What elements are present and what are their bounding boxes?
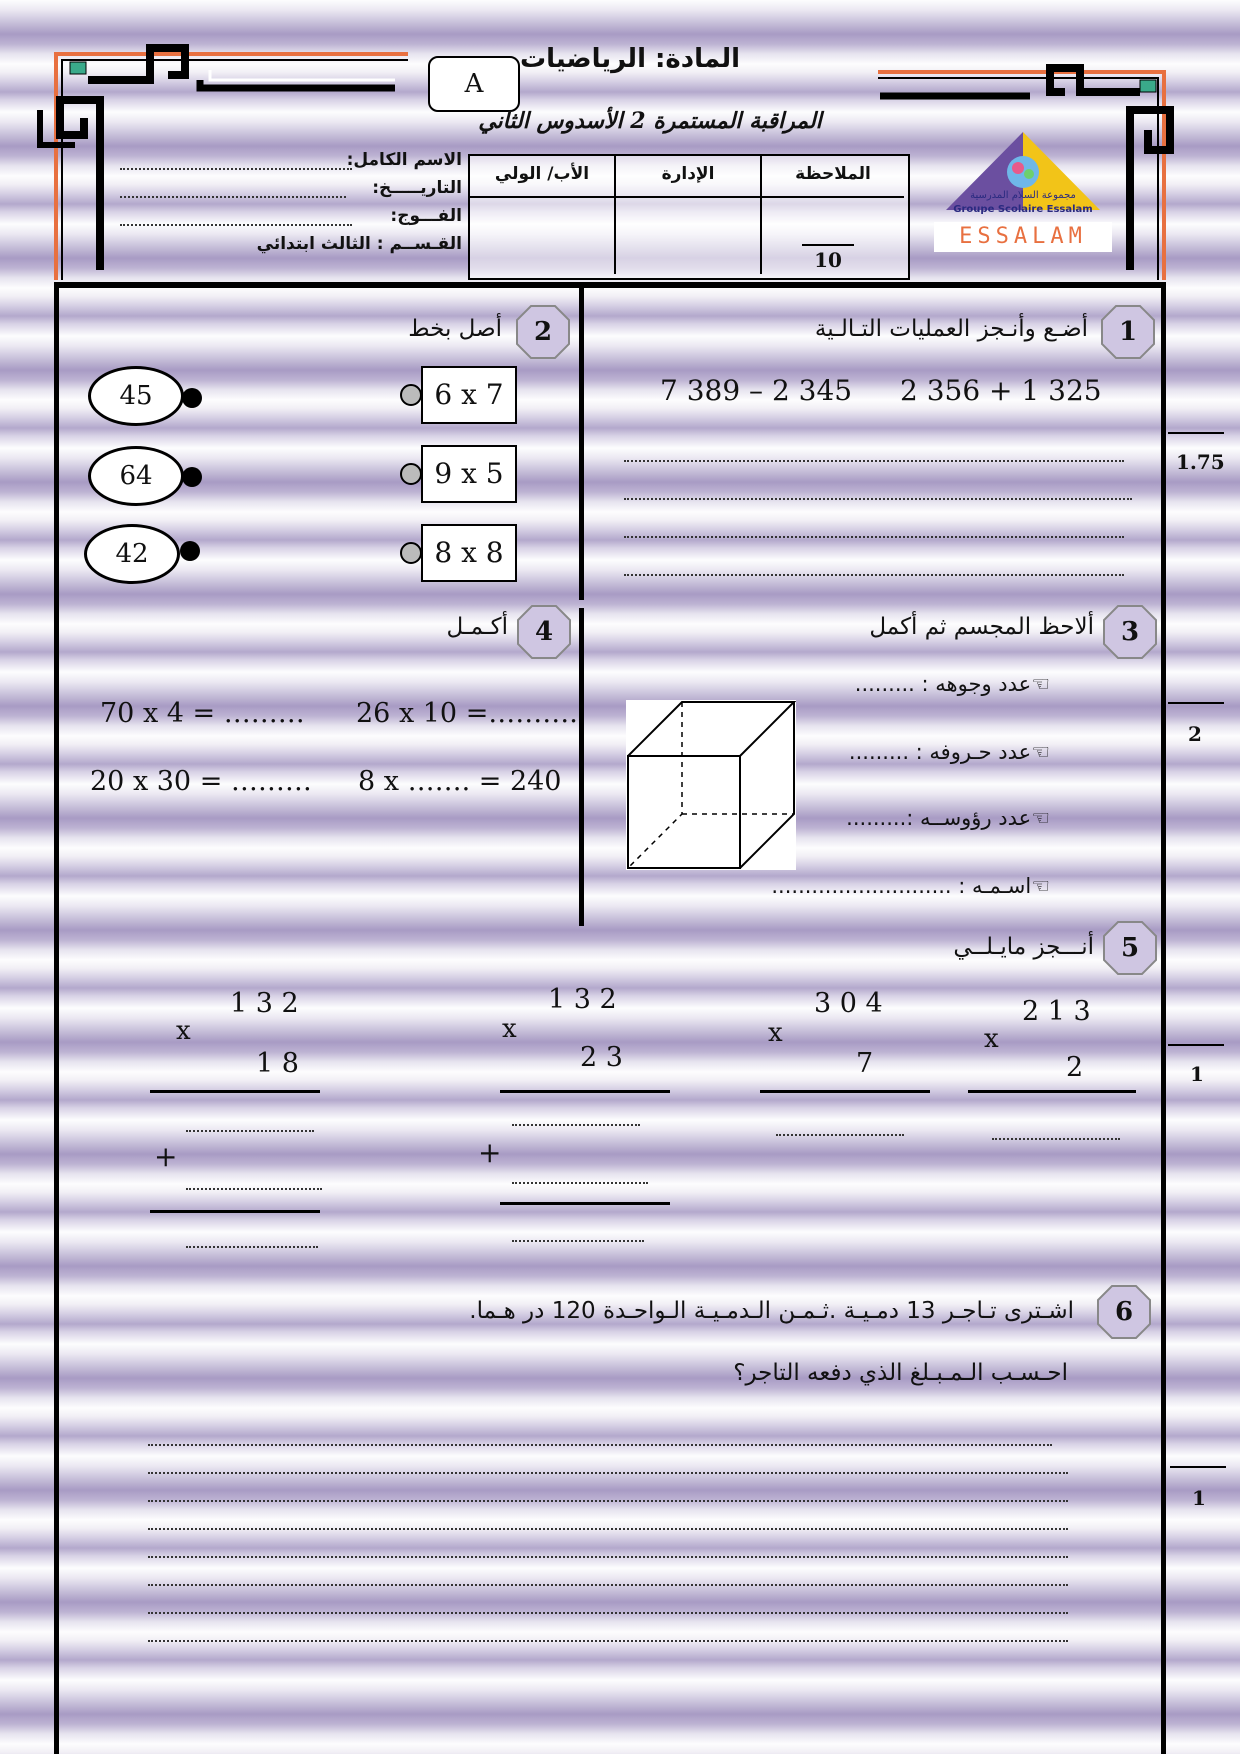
ex2-left-item: 6 x 7 (421, 366, 517, 424)
ex6-answer-line-2[interactable] (148, 1472, 1068, 1474)
col-admin: الإدارة (661, 164, 715, 184)
col-note: الملاحظة (795, 164, 871, 184)
ex1-answer-line-4[interactable] (624, 574, 1124, 576)
ex2-right-item: 45 (88, 366, 184, 426)
score-ex5: 1 (1190, 1062, 1204, 1086)
subject-title: المادة: الرياضيات (519, 44, 740, 74)
max-score: 10 (814, 248, 842, 272)
score-line-ex6 (1170, 1466, 1226, 1468)
ex3-edges: ☜عدد حـروفه : ......... (848, 740, 1050, 764)
logo-brand: ESSALAM (934, 222, 1112, 252)
score-ex3: 2 (1188, 722, 1202, 746)
right-border (1161, 282, 1166, 1754)
header-divider (54, 282, 1166, 288)
ex5-op3-top: 1 3 2 (548, 984, 617, 1015)
ex5-number-badge: 5 (1102, 920, 1158, 976)
ex5-op4-answer-1[interactable] (186, 1130, 314, 1132)
ex6-problem: اشـترى تـاجـر 13 دمـيـة .ثـمـن الـدمـيـة الـواحـدة 120 در هـما. (469, 1298, 1074, 1324)
ex5-op3-plus: + (478, 1136, 502, 1169)
logo-text-ar: مجموعة السلام المدرسية (970, 190, 1076, 201)
ex5-op1-top: 2 1 3 (1022, 996, 1091, 1027)
group-field[interactable] (120, 224, 352, 226)
ex3-title: ألاحظ المجسم ثم أكمل (869, 614, 1094, 640)
ex3-faces: ☜عدد وجوهه : ......... (854, 672, 1050, 696)
ex1-answer-line-2[interactable] (624, 498, 1132, 500)
version-letter: A (464, 69, 484, 99)
ex6-answer-line-4[interactable] (148, 1528, 1068, 1530)
ex5-op2-rule (760, 1090, 930, 1093)
ex5-op1-answer[interactable] (992, 1138, 1120, 1140)
ex2-connector-left[interactable] (400, 384, 422, 406)
ex1-number-badge: 1 (1100, 304, 1156, 360)
ex2-connector-right[interactable] (180, 541, 200, 561)
logo-text-fr: Groupe Scolaire Essalam (953, 204, 1093, 215)
ex5-op3-bottom: 2 3 (580, 1042, 623, 1073)
name-field[interactable] (120, 168, 352, 170)
ex6-number-badge: 6 (1096, 1284, 1152, 1340)
col-parent: الأب/ الولي (494, 164, 590, 184)
ex2-right-item: 42 (84, 524, 180, 584)
ex3-vertices: ☜عدد رؤوســه :......... (846, 806, 1050, 830)
ex5-op1-sign: x (984, 1024, 999, 1054)
school-logo (934, 128, 1112, 254)
ex3-name: ☜اسـمـه : ........................... (771, 874, 1050, 898)
ex2-connector-right[interactable] (182, 388, 202, 408)
ex4-number-badge: 4 (516, 604, 572, 660)
date-field[interactable] (120, 196, 346, 198)
ex4-title: أكـمـل (446, 614, 508, 640)
score-line-ex1 (1168, 432, 1224, 434)
ex2-connector-left[interactable] (400, 542, 422, 564)
ex2-left-item: 8 x 8 (421, 524, 517, 582)
ex5-op3-sign: x (502, 1014, 517, 1044)
ex5-op4-sign: x (176, 1016, 191, 1046)
class-label: القـســم : (376, 234, 462, 254)
ex6-answer-line-8[interactable] (148, 1640, 1068, 1642)
group-label: الفـــوج: (390, 206, 462, 226)
ex6-answer-line-6[interactable] (148, 1584, 1068, 1586)
ex6-answer-line-1[interactable] (148, 1444, 1052, 1446)
ex5-title: أنـــجز مايـلــي (953, 934, 1094, 960)
ex5-op4-answer-3[interactable] (186, 1246, 318, 1248)
ex5-op2-answer[interactable] (776, 1134, 904, 1136)
grade-table (468, 154, 910, 280)
ex5-op2-sign: x (768, 1018, 783, 1048)
hand-pointer-icon: ☜ (1031, 874, 1050, 898)
ex1-answer-line-3[interactable] (624, 536, 1124, 538)
ex3-number-badge: 3 (1102, 604, 1158, 660)
ex6-answer-line-3[interactable] (148, 1500, 1068, 1502)
class-value: الثالث ابتدائي (256, 234, 371, 254)
left-border (54, 282, 59, 1754)
ex5-op3-answer-1[interactable] (512, 1124, 640, 1126)
ex1-title: أضـع وأنـجز العمليات التـالـية (814, 316, 1088, 342)
ex2-right-item: 64 (88, 446, 184, 506)
hand-pointer-icon: ☜ (1031, 806, 1050, 830)
ex5-op4-bottom: 1 8 (256, 1048, 299, 1079)
ex5-op2-top: 3 0 4 (814, 988, 883, 1019)
ex4-line1-left[interactable]: 70 x 4 = ……… (100, 698, 305, 729)
date-label: التاريـــــخ: (372, 178, 462, 198)
ex5-op1-bottom: 2 (1066, 1052, 1084, 1083)
ex5-op4-rule-2 (150, 1210, 320, 1213)
ex5-op4-plus: + (154, 1140, 178, 1173)
ex4-line2-left[interactable]: 20 x 30 = ……… (90, 766, 312, 797)
ex5-op3-answer-2[interactable] (512, 1182, 648, 1184)
ex1-op-a: 2 356 + 1 325 (900, 374, 1102, 407)
ex5-op1-rule (968, 1090, 1136, 1093)
ex5-op3-rule (500, 1090, 670, 1093)
exam-title: المراقبة المستمرة 2 الأسدوس الثاني (478, 108, 822, 134)
name-label: الاسم الكامل: (346, 150, 462, 170)
column-divider-mid (579, 608, 584, 926)
ex2-left-item: 9 x 5 (421, 445, 517, 503)
ex4-line1-right[interactable]: 26 x 10 =………. (356, 698, 578, 729)
ex2-title: أصل بخط (408, 316, 502, 342)
score-ex6: 1 (1192, 1486, 1206, 1510)
ex2-number-badge: 2 (515, 304, 571, 360)
ex1-op-b: 7 389 – 2 345 (660, 374, 853, 407)
ex6-answer-line-5[interactable] (148, 1556, 1068, 1558)
ex5-op3-answer-3[interactable] (512, 1240, 644, 1242)
ex6-answer-line-7[interactable] (148, 1612, 1068, 1614)
ex5-op4-top: 1 3 2 (230, 988, 299, 1019)
column-divider-top (579, 288, 584, 600)
ex2-connector-right[interactable] (182, 467, 202, 487)
ex5-op2-bottom: 7 (856, 1048, 874, 1079)
ex2-connector-left[interactable] (400, 463, 422, 485)
ex5-op3-rule-2 (500, 1202, 670, 1205)
ex5-op4-answer-2[interactable] (186, 1188, 322, 1190)
ex5-op4-rule (150, 1090, 320, 1093)
ex4-line2-right[interactable]: 8 x ……. = 240 (358, 766, 562, 797)
version-box (428, 56, 520, 112)
ex6-question: احـسـب الـمـبـلغ الذي دفعه التاجر؟ (733, 1360, 1068, 1386)
hand-pointer-icon: ☜ (1031, 740, 1050, 764)
cube-figure (626, 700, 796, 870)
score-line-ex3 (1168, 702, 1224, 704)
class-row (257, 234, 462, 254)
score-line-ex5 (1168, 1044, 1224, 1046)
hand-pointer-icon: ☜ (1031, 672, 1050, 696)
ex1-answer-line-1[interactable] (624, 460, 1124, 462)
score-ex1: 1.75 (1176, 450, 1225, 474)
